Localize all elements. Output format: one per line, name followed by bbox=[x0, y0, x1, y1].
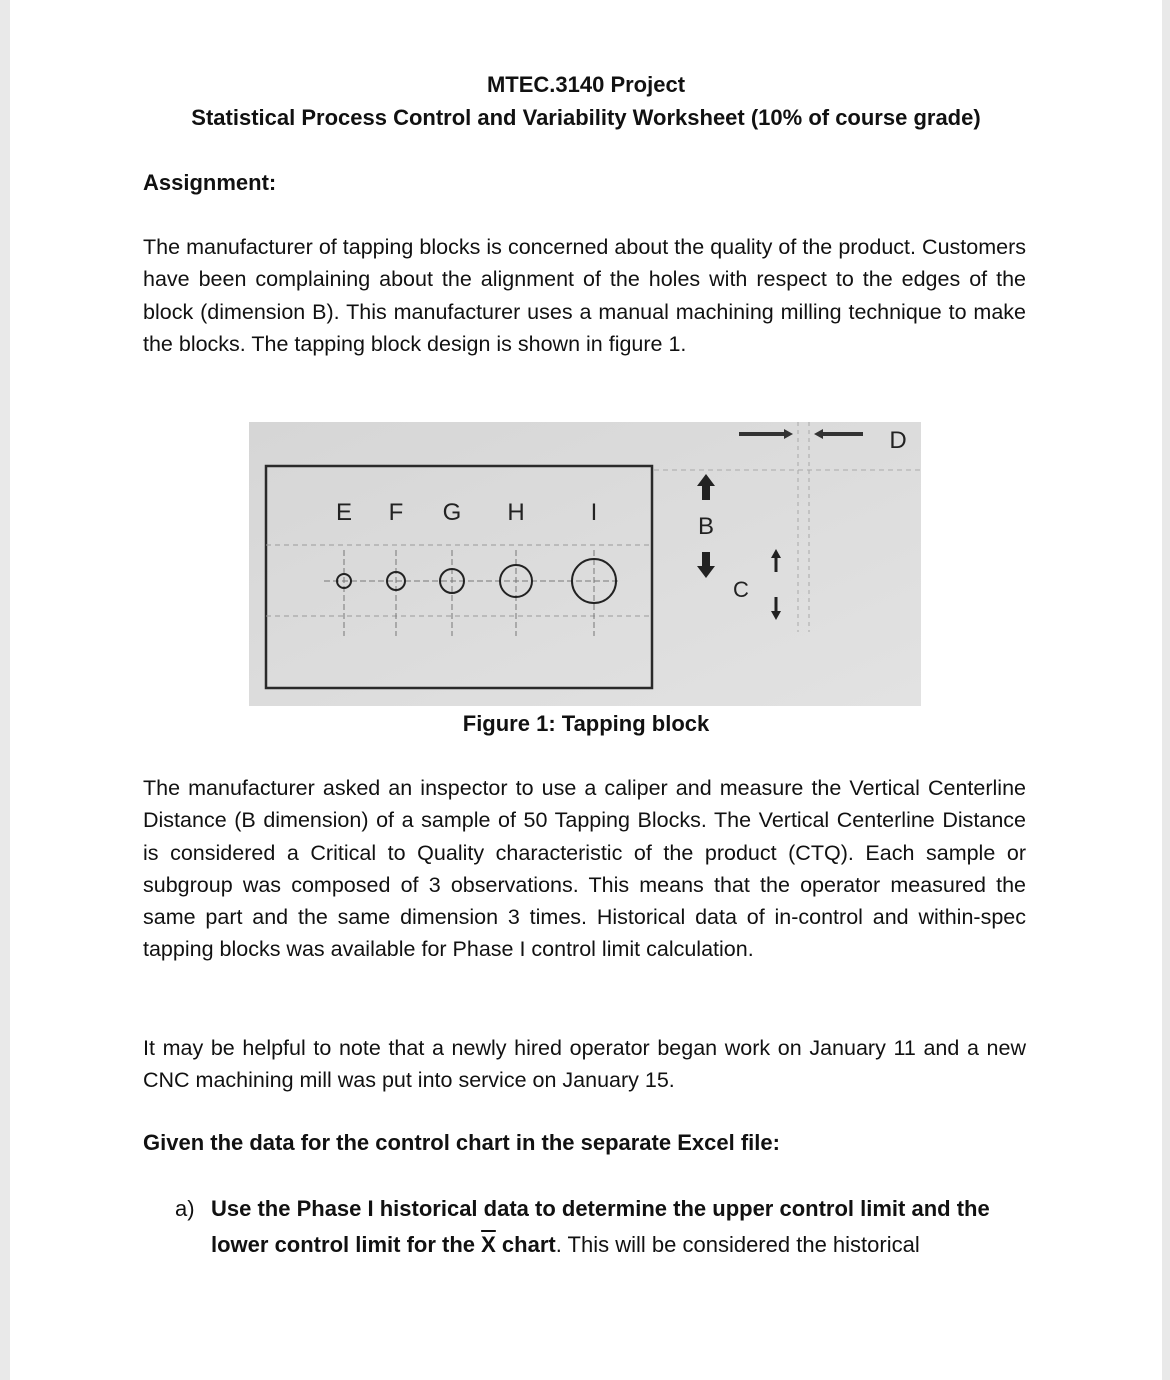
dimension-b-label: B bbox=[697, 513, 715, 540]
assignment-heading: Assignment: bbox=[143, 170, 277, 195]
question-a-bold-part2: chart bbox=[495, 1232, 556, 1257]
question-a-rest: . This will be considered the historical bbox=[555, 1232, 920, 1257]
dimension-d-label: D bbox=[889, 427, 907, 454]
hole-label-f: F bbox=[388, 499, 404, 526]
document-page bbox=[10, 0, 1162, 1380]
question-a-marker: a) bbox=[175, 1196, 195, 1221]
hole-label-g: G bbox=[442, 499, 462, 526]
inspection-paragraph: The manufacturer asked an inspector to use a caliper and measure the Vertical Centerline Distance (B dimension) of a sample of 50 Tapping Blocks. The Vertical Centerline Distance is considered a Critical to Quality characteristic of the product (CTQ). Each sample or subgroup was composed of 3 observations. This means that the operator measured the same part and the same dimension 3 times. Historical data of in-control and within-spec tapping blocks was available for Phase I control limit calculation. bbox=[143, 776, 1026, 962]
question-a-text bbox=[211, 1191, 1035, 1263]
intro-paragraph: The manufacturer of tapping blocks is concerned about the quality of the product. Customers have been complaining about the alignment of the holes with respect to the edges of the block (dimension B). This manufacturer uses a manual machining milling technique to make the blocks. The tapping block design is shown in figure 1. bbox=[143, 235, 1026, 356]
xbar-symbol: $\overline{X}$ bbox=[481, 1232, 496, 1257]
figure-background bbox=[249, 422, 921, 706]
tapping-block-drawing bbox=[249, 422, 921, 706]
hole-label-h: H bbox=[507, 499, 525, 526]
figure-caption: Figure 1: Tapping block bbox=[462, 711, 710, 736]
hole-label-e: E bbox=[335, 499, 353, 526]
hole-label-i: I bbox=[590, 499, 598, 526]
given-heading: Given the data for the control chart in the separate Excel file: bbox=[143, 1130, 780, 1155]
document-subtitle: Statistical Process Control and Variability Worksheet (10% of course grade) bbox=[191, 105, 981, 130]
document-title: MTEC.3140 Project bbox=[486, 72, 686, 97]
question-a-bold-part1: Use the Phase I historical data to determine the upper control limit and the lower control limit for the bbox=[211, 1196, 990, 1257]
dimension-c-label: C bbox=[733, 577, 749, 602]
note-paragraph: It may be helpful to note that a newly hired operator began work on January 11 and a new CNC machining mill was put into service on January 15. bbox=[143, 1036, 1026, 1093]
tapping-block-figure bbox=[249, 422, 921, 706]
